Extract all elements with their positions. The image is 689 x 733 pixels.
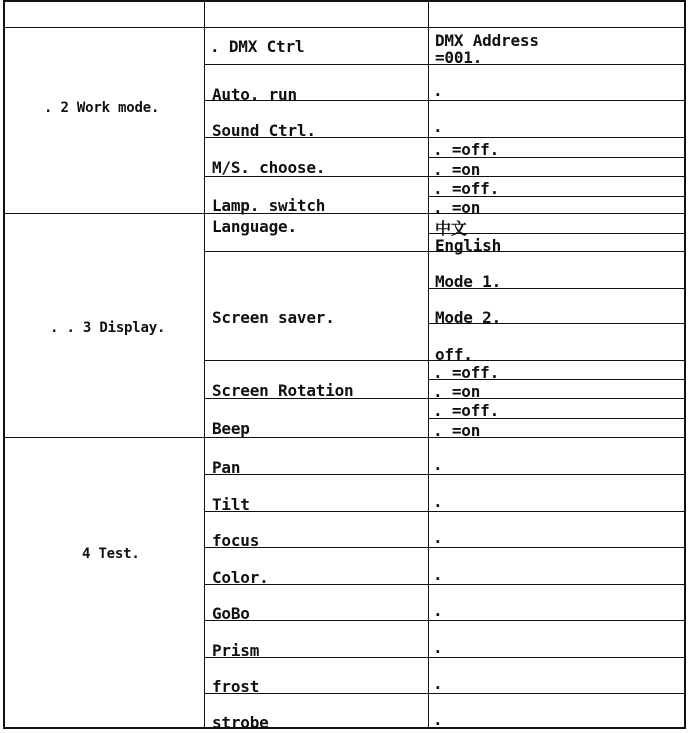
menu-item-screen-rotation: Screen Rotation [212,381,354,400]
group-title-work-mode: . 2 Work mode. [44,100,160,116]
value-ms-off: . =off. [433,140,500,159]
menu-item-frost: frost [212,677,260,696]
row-divider [3,213,686,214]
menu-item-strobe: strobe [212,713,269,732]
value-dmx-address-num: =001. [435,48,483,67]
value-beep-on: . =on [433,421,481,440]
row-divider [204,511,686,512]
value-auto-run: . [433,81,443,100]
menu-item-color: Color. [212,568,269,587]
value-prism: . [433,638,443,657]
group-title-test: 4 Test. [82,546,140,562]
value-pan: . [433,455,443,474]
value-gobo: . [433,601,443,620]
value-dmx-address: DMX Address [435,31,539,50]
menu-item-dmx-ctrl: . DMX Ctrl [210,37,305,56]
row-divider [204,474,686,475]
value-focus: . [433,528,443,547]
row-divider [204,657,686,658]
menu-item-focus: focus [212,531,260,550]
menu-item-gobo: GoBo [212,604,250,623]
value-lang-english: English [435,236,502,255]
value-lamp-off: . =off. [433,179,500,198]
menu-item-tilt: Tilt [212,495,250,514]
menu-item-ms-choose: M/S. choose. [212,158,326,177]
group-title-display: . . 3 Display. [50,320,166,336]
value-saver-mode2: Mode 2. [435,308,502,327]
value-frost: . [433,674,443,693]
value-strobe: . [433,710,443,729]
value-sound-ctrl: . [433,117,443,136]
row-divider [3,27,686,28]
menu-item-screen-saver: Screen saver. [212,308,335,327]
row-divider [204,620,686,621]
menu-item-auto-run: Auto. run [212,85,297,104]
value-saver-mode1: Mode 1. [435,272,502,291]
value-rotation-off: . =off. [433,363,500,382]
row-divider [204,693,686,694]
menu-item-language: Language. [212,217,297,236]
value-saver-off: off. [435,345,473,364]
menu-item-lamp-switch: Lamp. switch [212,196,326,215]
value-lamp-on: . =on [433,198,481,217]
row-divider [204,584,686,585]
row-divider [204,547,686,548]
value-rotation-on: . =on [433,382,481,401]
menu-item-pan: Pan [212,458,241,477]
menu-item-sound-ctrl: Sound Ctrl. [212,121,316,140]
value-tilt: . [433,492,443,511]
value-lang-chinese: 中文 [435,219,467,238]
value-ms-on: . =on [433,160,481,179]
value-color: . [433,565,443,584]
menu-item-beep: Beep [212,419,250,438]
row-divider [3,437,686,438]
menu-item-prism: Prism [212,641,260,660]
value-beep-off: . =off. [433,401,500,420]
